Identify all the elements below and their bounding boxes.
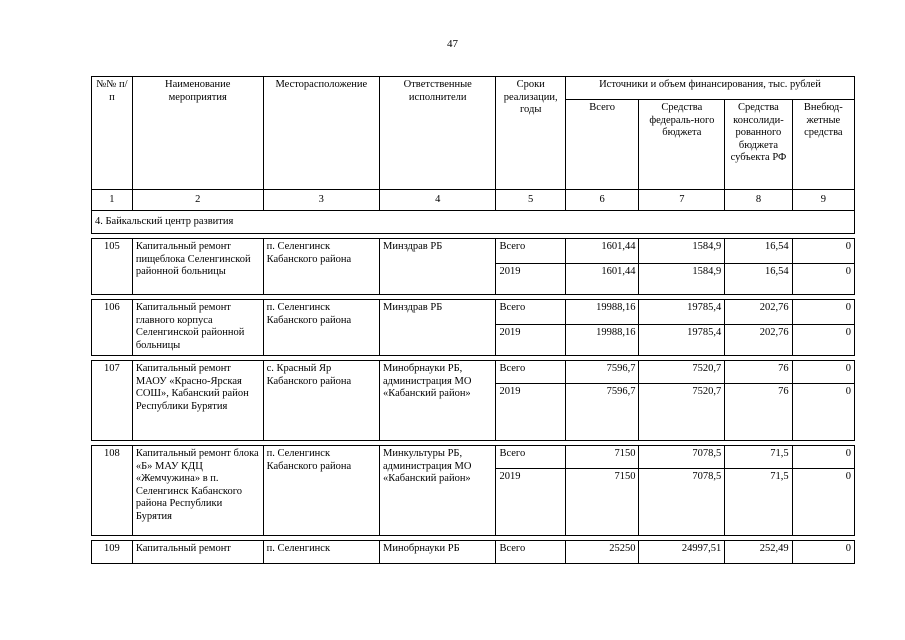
section-title: 4. Байкальский центр развития: [92, 211, 855, 234]
row-federal: 19785,4: [639, 300, 725, 325]
table-row: [92, 361, 855, 384]
row-federal: 7078,5: [639, 446, 725, 469]
row-location: п. Селенгинск Кабанского района: [263, 300, 379, 356]
row-extra: 0: [792, 384, 854, 441]
header-responsible: Ответственные исполнители: [380, 77, 496, 190]
row-consolidated: 76: [725, 361, 792, 384]
row-consolidated: 16,54: [725, 239, 792, 264]
row-total: 25250: [565, 541, 639, 564]
row-extra: 0: [792, 446, 854, 469]
table-row: [92, 446, 855, 469]
row-location: с. Красный Яр Кабанского района: [263, 361, 379, 441]
row-federal: 24997,51: [639, 541, 725, 564]
row-period: Всего: [496, 239, 565, 264]
row-period: 2019: [496, 384, 565, 441]
column-number: 4: [380, 190, 496, 211]
row-consolidated: 16,54: [725, 264, 792, 295]
row-extra: 0: [792, 300, 854, 325]
column-number: 6: [565, 190, 639, 211]
row-consolidated: 71,5: [725, 469, 792, 536]
row-total: 7596,7: [565, 384, 639, 441]
row-consolidated: 76: [725, 384, 792, 441]
header-name: Наименование мероприятия: [132, 77, 263, 190]
row-extra: 0: [792, 264, 854, 295]
financing-table: [91, 76, 855, 564]
row-responsible: Минобрнауки РБ, администрация МО «Кабанский район»: [380, 361, 496, 441]
row-name: Капитальный ремонт МАОУ «Красно-Ярская СОШ», Кабанский район Республики Бурятия: [132, 361, 263, 441]
row-extra: 0: [792, 541, 854, 564]
column-number: 9: [792, 190, 854, 211]
row-name: Капитальный ремонт главного корпуса Селенгинской районной больницы: [132, 300, 263, 356]
header-extra: Внебюд-жетные средства: [792, 100, 854, 190]
header-total: Всего: [565, 100, 639, 190]
row-responsible: Минобрнауки РБ: [380, 541, 496, 564]
row-name: Капитальный ремонт пищеблока Селенгинской районной больницы: [132, 239, 263, 295]
row-period: Всего: [496, 361, 565, 384]
row-name: Капитальный ремонт: [132, 541, 263, 564]
header-location: Месторасположение: [263, 77, 379, 190]
row-num: 108: [92, 446, 133, 536]
row-federal: 7520,7: [639, 384, 725, 441]
row-federal: 19785,4: [639, 325, 725, 356]
row-consolidated: 252,49: [725, 541, 792, 564]
column-number: 7: [639, 190, 725, 211]
header-financing: Источники и объем финансирования, тыс. рублей: [565, 77, 854, 100]
row-federal: 1584,9: [639, 264, 725, 295]
row-location: п. Селенгинск: [263, 541, 379, 564]
column-number: 5: [496, 190, 565, 211]
row-federal: 7520,7: [639, 361, 725, 384]
table-row: [92, 300, 855, 325]
header-terms: Сроки реализации, годы: [496, 77, 565, 190]
column-numbers-row: [92, 190, 855, 211]
row-period: Всего: [496, 300, 565, 325]
row-period: 2019: [496, 469, 565, 536]
row-extra: 0: [792, 469, 854, 536]
row-num: 106: [92, 300, 133, 356]
header-consolidated: Средства консолиди-рованного бюджета субъекта РФ: [725, 100, 792, 190]
row-total: 7150: [565, 446, 639, 469]
row-responsible: Минздрав РБ: [380, 239, 496, 295]
row-num: 105: [92, 239, 133, 295]
row-total: 19988,16: [565, 300, 639, 325]
row-total: 7596,7: [565, 361, 639, 384]
table-row: [92, 541, 855, 564]
row-total: 7150: [565, 469, 639, 536]
column-number: 2: [132, 190, 263, 211]
row-federal: 1584,9: [639, 239, 725, 264]
header-federal: Средства федераль-ного бюджета: [639, 100, 725, 190]
header-num: №№ п/п: [92, 77, 133, 190]
row-consolidated: 202,76: [725, 325, 792, 356]
row-consolidated: 71,5: [725, 446, 792, 469]
table-row: [92, 239, 855, 264]
row-period: Всего: [496, 446, 565, 469]
row-num: 109: [92, 541, 133, 564]
column-number: 8: [725, 190, 792, 211]
row-period: 2019: [496, 264, 565, 295]
page-number: 47: [447, 38, 458, 50]
row-federal: 7078,5: [639, 469, 725, 536]
row-responsible: Минкультуры РБ, администрация МО «Кабанский район»: [380, 446, 496, 536]
row-extra: 0: [792, 239, 854, 264]
row-name: Капитальный ремонт блока «Б» МАУ КДЦ «Жемчужина» в п. Селенгинск Кабанского района Республики Бурятия: [132, 446, 263, 536]
row-extra: 0: [792, 361, 854, 384]
column-number: 1: [92, 190, 133, 211]
row-responsible: Минздрав РБ: [380, 300, 496, 356]
row-total: 1601,44: [565, 264, 639, 295]
row-location: п. Селенгинск Кабанского района: [263, 239, 379, 295]
row-location: п. Селенгинск Кабанского района: [263, 446, 379, 536]
row-period: Всего: [496, 541, 565, 564]
row-total: 1601,44: [565, 239, 639, 264]
section-row: [92, 211, 855, 234]
row-num: 107: [92, 361, 133, 441]
row-extra: 0: [792, 325, 854, 356]
row-total: 19988,16: [565, 325, 639, 356]
row-period: 2019: [496, 325, 565, 356]
column-number: 3: [263, 190, 379, 211]
row-consolidated: 202,76: [725, 300, 792, 325]
